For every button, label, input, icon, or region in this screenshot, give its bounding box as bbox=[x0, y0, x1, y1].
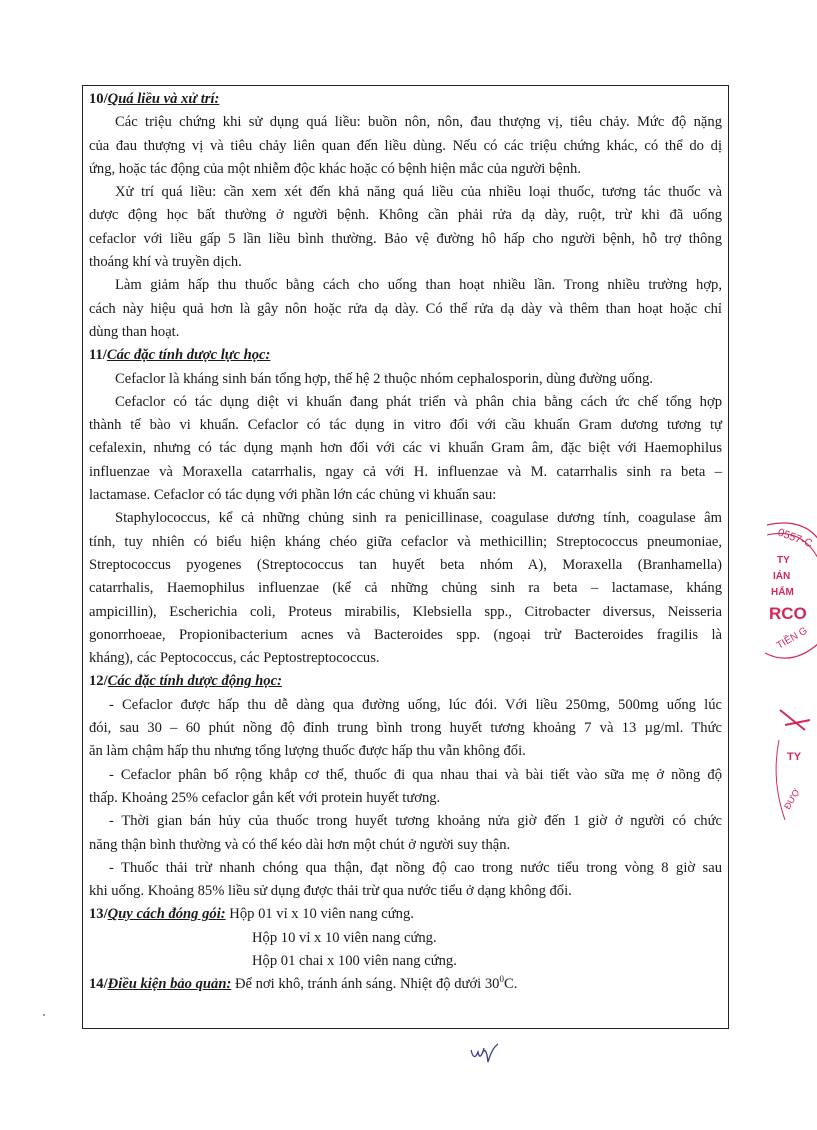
stamp-text: TIỀN G bbox=[775, 625, 810, 652]
s11-line: gonorrhoeae, Propionibacterium acnes và Bacteroides spp. (ngoại trừ Bacteroides fragilis là bbox=[89, 626, 722, 643]
packaging-item: Hộp 01 vỉ x 10 viên nang cứng. bbox=[229, 906, 414, 923]
s10-line: Các triệu chứng khi sử dụng quá liều: buồn nôn, nôn, đau thượng vị, tiêu chảy. Mức độ nặng bbox=[115, 114, 722, 131]
s12-line: ăn làm chậm hấp thu nhưng tổng lượng thuốc được hấp thu vẫn không đổi. bbox=[89, 743, 526, 760]
stamp-text: ĐƯỢ bbox=[782, 787, 802, 811]
s11-line: Cefaclor là kháng sinh bán tổng hợp, thế hệ 2 thuộc nhóm cephalosporin, dùng đường uống. bbox=[115, 370, 654, 387]
s10-line: cách này hiệu quả hơn là gây nôn hoặc rửa dạ dày. Có thể rửa dạ dày và thêm than hoạt hoặc chỉ bbox=[89, 300, 722, 317]
s11-line: ampicillin), Escherichia coli, Proteus mirabilis, Klebsiella spp., Citrobacter diversus, Neisseria bbox=[89, 603, 722, 620]
stamp-text: HẨM bbox=[771, 587, 794, 598]
s10-line: Làm giảm hấp thu thuốc bằng cách cho uống than hoạt nhiều lần. Trong nhiều trường hợp, bbox=[115, 277, 722, 294]
handwritten-initials bbox=[468, 1040, 508, 1070]
s10-line: của đau thượng vị và tiêu chảy liên quan đến liều dùng. Nếu có các triệu chứng khác, có thể do dị bbox=[89, 137, 722, 154]
stamp-text: 0557-C bbox=[775, 526, 814, 551]
section-10-heading: 10/Quá liều và xử trí: bbox=[89, 91, 220, 107]
company-stamp-partial bbox=[775, 700, 815, 830]
s11-line: influenzae và Moraxella catarrhalis, ngay cả với H. influenzae và M. catarrhalis sinh ra beta – bbox=[89, 463, 722, 480]
s11-line: catarrhalis, Haemophilus influenzae (kể cả những chủng sinh ra beta – lactamase, kháng bbox=[89, 580, 722, 597]
s12-line: khi uống. Khoảng 85% liều sử dụng được thải trừ qua nước tiểu ở dạng không đổi. bbox=[89, 883, 572, 900]
s10-line: cefaclor với liều gấp 5 lần liều bình thường. Bảo vệ đường hô hấp cho người bệnh, hỗ trợ thông bbox=[89, 230, 722, 247]
s11-line: lactamase. Cefaclor có tác dụng với phần lớn các chủng vi khuẩn sau: bbox=[89, 487, 497, 504]
s12-line: đói, sau 30 – 60 phút nồng độ đỉnh trung bình trong huyết tương khoảng 7 và 13 µg/ml. Thức bbox=[89, 720, 722, 737]
s11-line: cefalexin, nhưng có tác dụng mạnh hơn đối với các vi khuẩn Gram âm, đặc biệt với Haemophilus bbox=[89, 440, 722, 457]
s10-line: dùng than hoạt. bbox=[89, 323, 180, 340]
s12-bullet-line: - Thuốc thải trừ nhanh chóng qua thận, đạt nồng độ cao trong nước tiểu trong vòng 8 giờ sau bbox=[109, 859, 722, 876]
s10-line: ứng, hoặc tác động của một nhiễm độc khác hoặc có bệnh hiện mắc của người bệnh. bbox=[89, 160, 581, 177]
stamp-text: TY bbox=[777, 555, 790, 566]
s11-line: Streptococcus pyogenes (Streptococcus tan huyết beta nhóm A), Moraxella (Branhamella) bbox=[89, 556, 722, 573]
s12-bullet-line: - Cefaclor được hấp thu dễ dàng qua đường uống, lúc đói. Với liều 250mg, 500mg uống lúc bbox=[109, 696, 722, 713]
stamp-text: IÁN bbox=[773, 571, 791, 582]
degree-sup: 0 bbox=[499, 974, 504, 985]
packaging-item: Hộp 10 vỉ x 10 viên nang cứng. bbox=[252, 929, 437, 946]
stamp-text: TY bbox=[787, 751, 802, 763]
s10-line: dược động học bất thường ở người bệnh. Không cần phải rửa dạ dày, ruột, trừ khi đã uống bbox=[89, 207, 722, 224]
s11-line: Cefaclor có tác dụng diệt vi khuẩn đang phát triển và phân chia bằng cách ức chế tổng hợp bbox=[115, 393, 722, 410]
section-11-heading: 11/Các đặc tính dược lực học: bbox=[89, 347, 271, 364]
s12-bullet-line: - Cefaclor phân bố rộng khắp cơ thể, thuốc đi qua nhau thai và bài tiết vào sữa mẹ ở nồng độ bbox=[109, 766, 722, 783]
s10-line: Xử trí quá liều: cần xem xét đến khả năng quá liều của nhiều loại thuốc, tương tác thuốc và bbox=[115, 184, 722, 201]
storage-unit: C. bbox=[503, 976, 518, 993]
s10-line: thoáng khí và truyền dịch. bbox=[89, 254, 242, 271]
scan-speck bbox=[43, 1014, 45, 1016]
section-12-heading: 12/Các đặc tính dược động học: bbox=[89, 673, 282, 690]
section-13-heading: 13/Quy cách đóng gói: Hộp 01 vỉ x 10 viên nang cứng. bbox=[89, 906, 414, 923]
s12-line: năng thận bình thường và có thể kéo dài hơn một chút ở người suy thận. bbox=[89, 836, 511, 853]
s12-line: thấp. Khoảng 25% cefaclor gắn kết với protein huyết tương. bbox=[89, 789, 441, 806]
stamp-text: RCO bbox=[769, 604, 807, 623]
company-stamp bbox=[757, 515, 817, 665]
storage-text: Để nơi khô, tránh ánh sáng. Nhiệt độ dưới 30 bbox=[234, 976, 500, 993]
s12-bullet-line: - Thời gian bán hủy của thuốc trong huyết tương khoảng nửa giờ đến 1 giờ ở người có chức bbox=[109, 813, 722, 830]
document-frame bbox=[82, 85, 729, 1029]
packaging-item: Hộp 01 chai x 100 viên nang cứng. bbox=[252, 952, 457, 969]
section-14-heading: 14/Điều kiện bảo quản: Để nơi khô, tránh ánh sáng. Nhiệt độ dưới $30^0C$. bbox=[89, 974, 518, 993]
s11-line: kháng), các Peptococcus, các Peptostreptococcus. bbox=[89, 650, 380, 667]
s11-line: thành tế bào vi khuẩn. Cefaclor có tác dụng in vitro đối với cầu khuẩn Gram dương tương tự bbox=[89, 417, 722, 434]
s11-line: tính, tuy nhiên có biểu hiện kháng chéo giữa cefaclor và methicillin; Streptococcus pneumoniae, bbox=[89, 533, 722, 550]
s11-line: Staphylococcus, kể cả những chủng sinh ra penicillinase, coagulase dương tính, coagulase âm bbox=[115, 510, 722, 527]
